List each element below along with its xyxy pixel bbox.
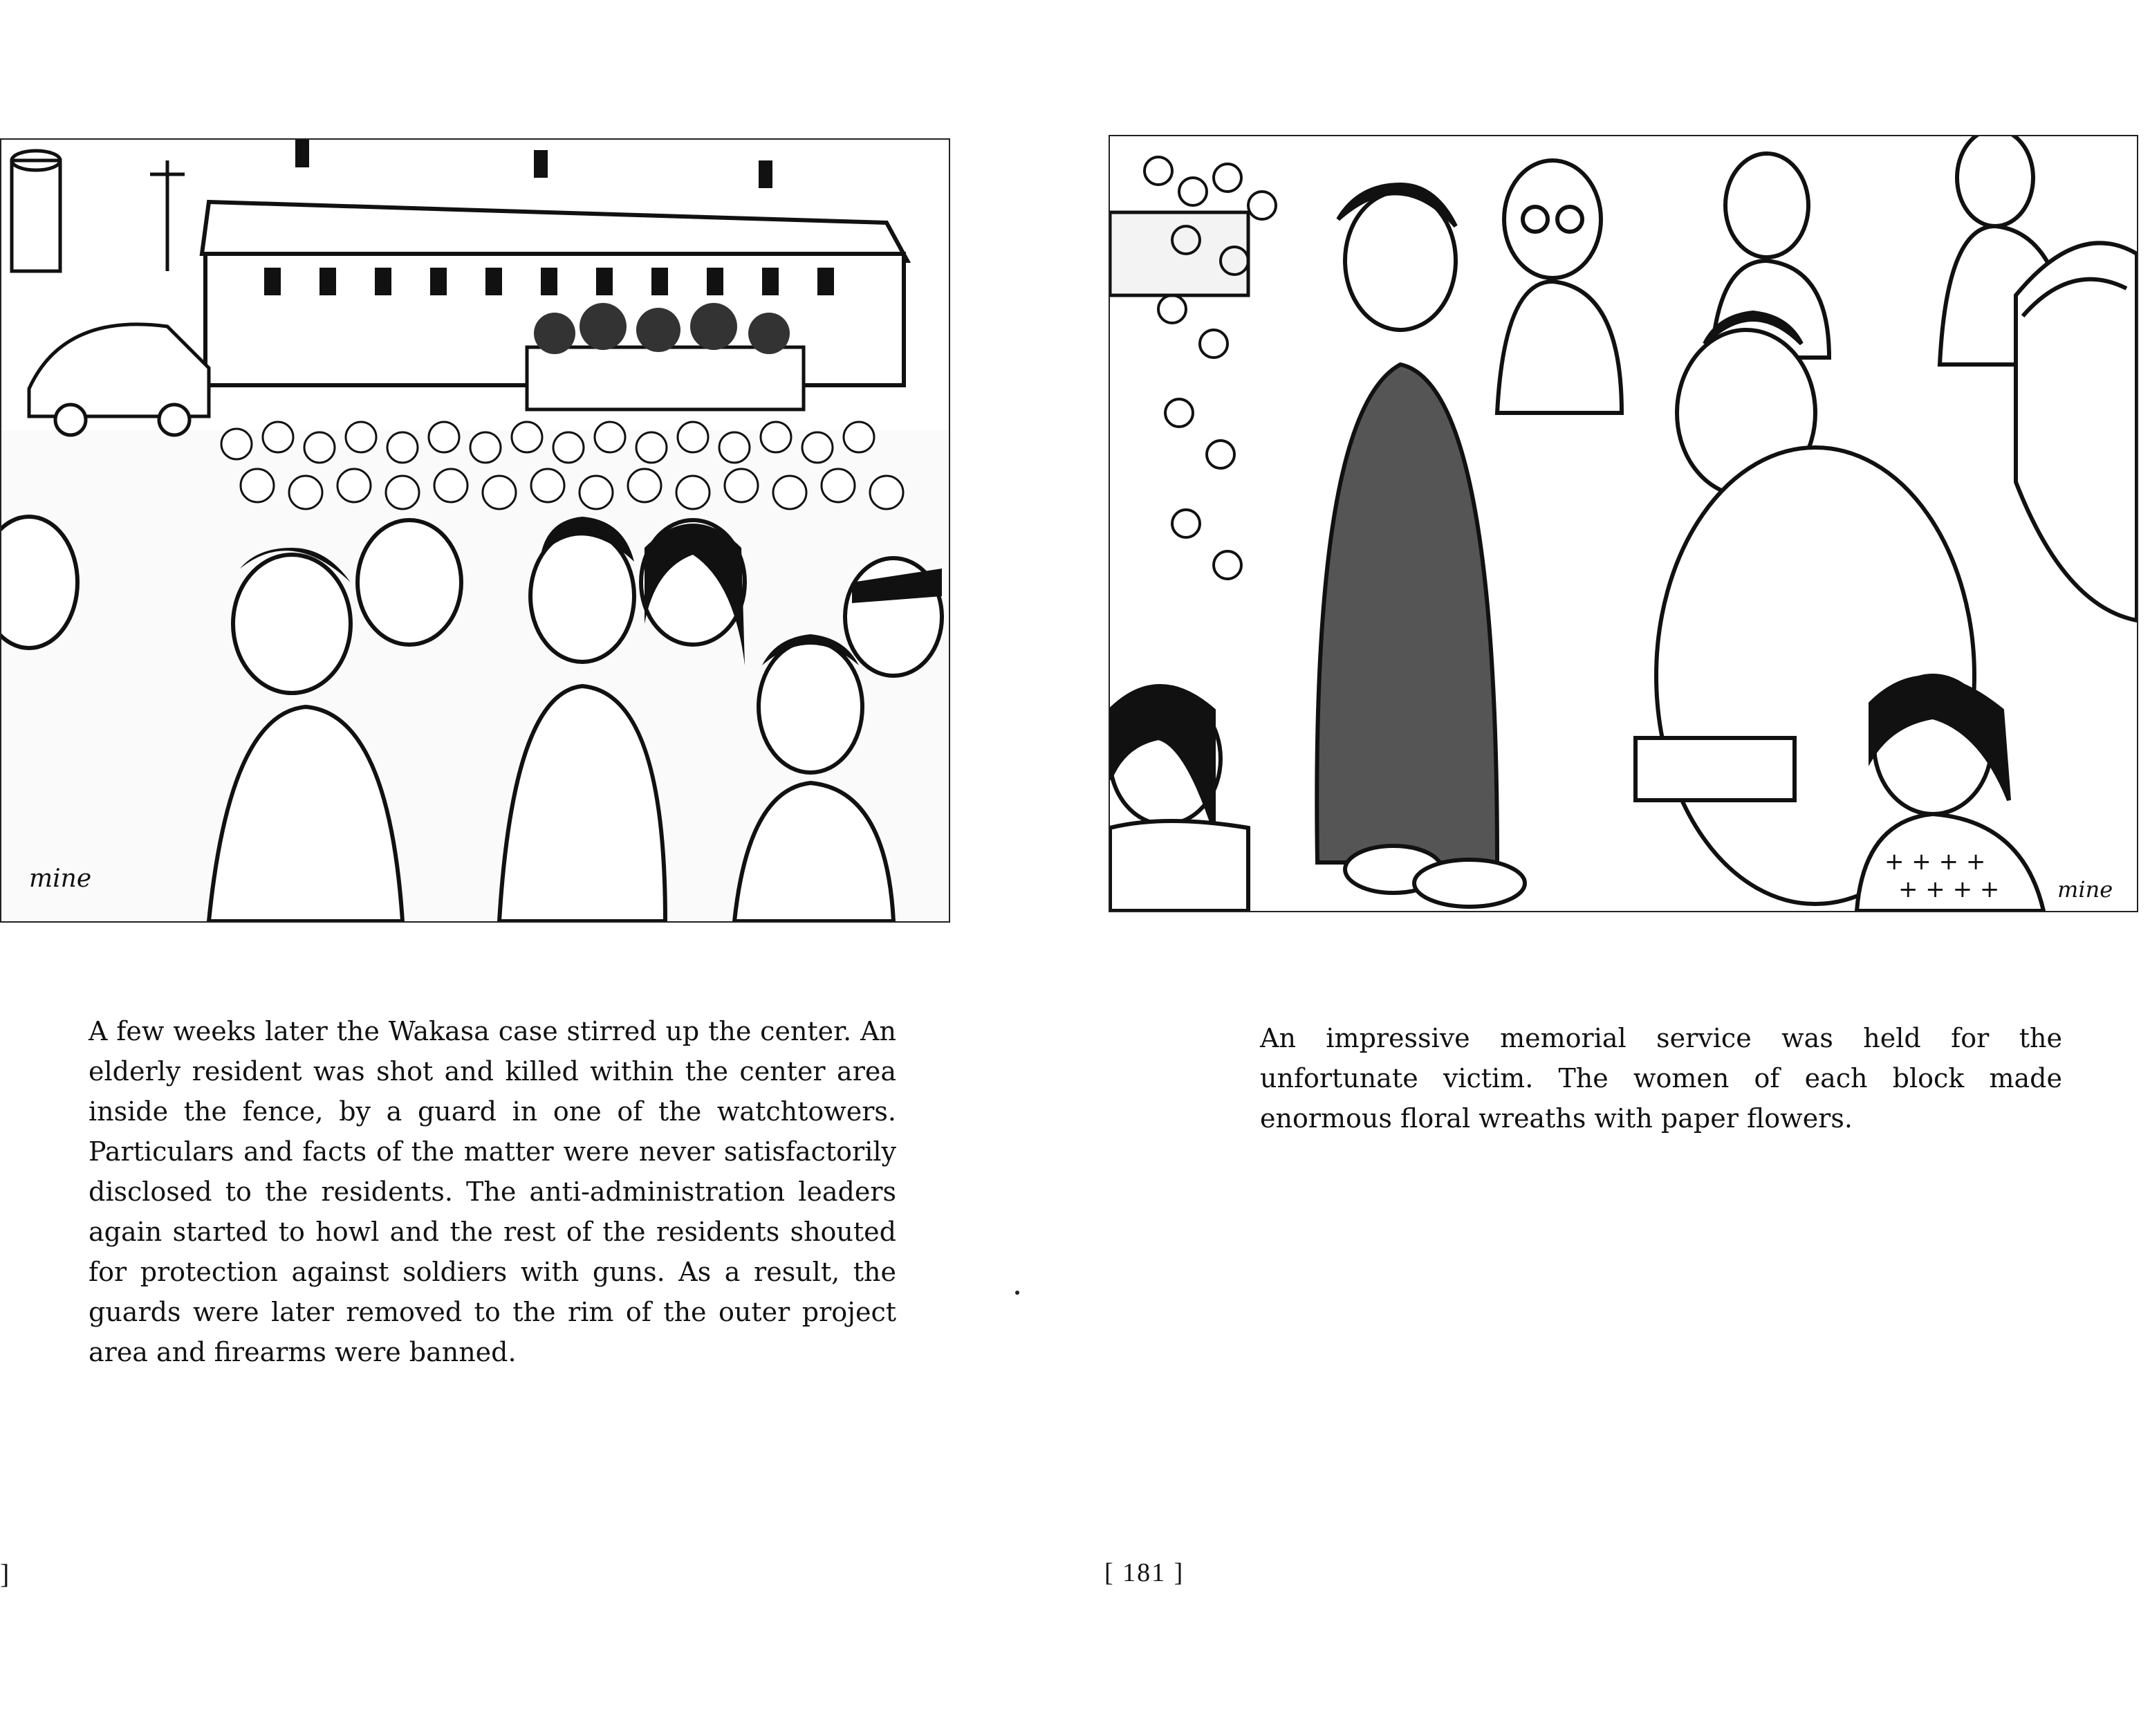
page-number: [ 181 ]	[1104, 1558, 1185, 1587]
flower-making-illustration	[1109, 135, 2138, 912]
left-caption: A few weeks later the Wakasa case stirred up the center. An elderly resident was shot and killed within the center area inside the fence, by a guard in one of the watchtowers. Particulars and facts of the matter were never satisfactorily disclosed to the residents. The anti-administration leaders again started to howl and the rest of the residents shouted for protection against soldiers with guns. As a result, the guards were later removed to the rim of the outer project area and firearms were banned.	[89, 1016, 896, 1367]
svg-text:+ + + +: + + + +	[1884, 848, 1986, 876]
women-flowers-drawing	[1110, 136, 2137, 911]
svg-text:mine: mine	[29, 865, 92, 893]
edge-bracket: ]	[0, 1558, 10, 1589]
crowd-drawing	[1, 140, 949, 921]
right-page	[1075, 0, 2150, 1736]
right-caption: An impressive memorial service was held for the unfortunate victim. The women of each block made enormous floral wreaths with paper flowers.	[1260, 1023, 2062, 1134]
memorial-crowd-illustration	[0, 138, 950, 923]
svg-text:mine: mine	[2057, 876, 2113, 903]
svg-text:+ + + +: + + + +	[1898, 876, 2000, 903]
ink-speck	[1015, 1291, 1019, 1295]
